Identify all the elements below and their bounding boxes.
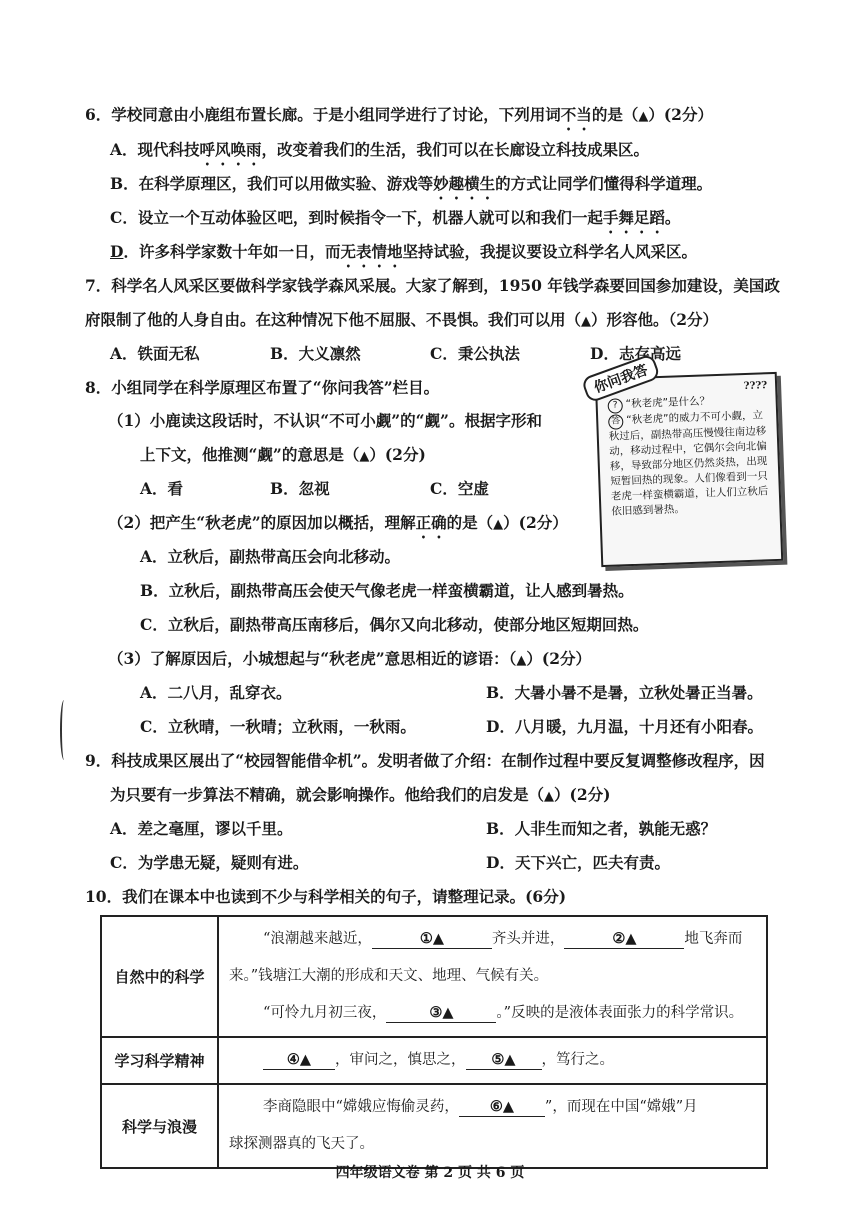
row3-line2: 球探测器真的飞天了。: [229, 1136, 374, 1152]
q8-sub2-emphasis: 正确: [415, 513, 447, 532]
q8-sub1-option-a: A．看: [140, 479, 184, 498]
q6-option-b-emphasis: 妙趣横生: [433, 174, 496, 193]
table-row: [101, 1037, 767, 1084]
q8-sub1-score: ）(2分): [369, 445, 426, 464]
q6-option-a: [110, 139, 649, 169]
answer-triangle-icon: ▲: [516, 653, 527, 668]
q9-line2-text: 为只要有一步算法不精确，就会影响操作。他给我们的启发是（: [110, 785, 545, 804]
row2-label: 学习科学精神: [101, 1037, 218, 1084]
q6-option-b: [110, 173, 712, 203]
q10-stem: 10．我们在课本中也读到不少与科学相关的句子，请整理记录。(6分): [85, 887, 567, 906]
note-corner-mark: ????: [743, 380, 768, 393]
q9-stem-line2: [110, 784, 610, 808]
answer-icon: 答: [608, 414, 624, 430]
q8-sub1-option-c: C．空虚: [430, 479, 489, 498]
q6-option-d: [110, 241, 697, 271]
row1-line1: [229, 921, 756, 958]
q8-sub3-option-a: A．二八月，乱穿衣。: [140, 683, 292, 702]
row2-text-b: ，笃行之。: [541, 1052, 614, 1068]
q8-sub3-option-c: C．立秋晴，一秋晴；立秋雨，一秋雨。: [140, 717, 416, 736]
table-row: [101, 916, 767, 1037]
qa-note-card: [592, 362, 783, 567]
q7-option-d: D．志存高远: [590, 344, 681, 363]
q8-sub1-line2-text: 上下文，他推测“觑”的意思是（: [140, 445, 360, 464]
q6-option-b-rest: 的方式让同学们懂得科学道理。: [495, 174, 713, 193]
q6-option-a-emphasis: 呼风唤雨: [199, 140, 262, 159]
note-handwriting: [607, 392, 771, 520]
q7-line2-score: ）形容他。（2分）: [591, 310, 719, 329]
q8-sub3-text: （3）了解原因后，小城想起与“秋老虎”意思相近的谚语：（: [108, 649, 517, 668]
q8-sub2-option-c: C．立秋后，副热带高压南移后，偶尔又向北移动，使部分地区短期回热。: [140, 615, 649, 634]
answer-triangle-icon: ▲: [493, 517, 504, 532]
q9-stem-line1: 9．科技成果区展出了“校园智能借伞机”。发明者做了介绍：在制作过程中要反复调整修改程序，因: [85, 751, 765, 770]
answer-triangle-icon: ▲: [638, 109, 649, 124]
page-footer: 四年级语文卷 第 2 页 共 6 页: [335, 1165, 525, 1181]
q10-table: [100, 915, 768, 1169]
row2-content: [218, 1037, 767, 1084]
row1-text-c: 地飞奔而: [684, 931, 743, 947]
question-icon: ?: [607, 398, 623, 414]
q6-option-a-text: A．现代科技: [110, 140, 200, 159]
q8-sub1-option-b: B．忽视: [270, 479, 330, 498]
q6-stem-emphasis: 不当: [560, 105, 592, 124]
row1-label: 自然中的科学: [101, 916, 218, 1037]
blank-5[interactable]: ⑤▲: [466, 1051, 542, 1070]
answer-triangle-icon: ▲: [581, 314, 592, 329]
q8-sub3-option-b: B．大暑小暑不是暑，立秋处暑正当暑。: [486, 683, 763, 702]
note-answer-row: [608, 408, 772, 520]
q6-option-c-rest: 。: [664, 208, 681, 227]
row2-line1: [229, 1042, 756, 1079]
row1-content: [218, 916, 767, 1037]
q7-option-c: C．秉公执法: [430, 344, 520, 363]
note-answer-text: “秋老虎”的威力不可小觑，立秋过后，副热带高压慢慢往南边移动，移动过程中，它偶尔会向北偏移，导致部分地区仍然炎热，出现短暂回热的现象。人们像看到一只老虎一样蛮横霸道，让人们立秋后依旧感到暑热。: [608, 409, 769, 518]
q6-option-c-text: C．设立一个互动体验区吧，到时候指令一下，机器人就可以和我们一起: [110, 208, 603, 227]
q6-option-d-letter: D: [110, 242, 124, 261]
q6-stem-score: ）(2分）: [648, 105, 713, 124]
row1-text-d: “可怜九月初三夜，: [263, 1005, 387, 1021]
row1-text-e: 。”反映的是液体表面张力的科学常识。: [496, 1005, 744, 1021]
row3-content: [218, 1084, 767, 1168]
q9-option-c: C．为学患无疑，疑则有进。: [110, 853, 309, 872]
answer-triangle-icon: ▲: [359, 449, 370, 464]
row1-text-a: “浪潮越来越近，: [263, 931, 372, 947]
q8-sub1-line2: [140, 444, 426, 468]
q6-option-a-rest: ，改变着我们的生活，我们可以在长廊设立科技成果区。: [261, 140, 650, 159]
q8-sub2-stem: [108, 512, 568, 542]
row1-line2: 来。”钱塘江大潮的形成和天文、地理、气候有关。: [229, 968, 549, 984]
q6-option-d-rest: 坚持试验，我提议要设立科学名人风采区。: [402, 242, 697, 261]
row2-text-a: ，审问之，慎思之，: [335, 1052, 466, 1068]
q8-stem: 8．小组同学在科学原理区布置了“你问我答”栏目。: [85, 378, 440, 397]
q8-sub3-option-d: D．八月暖，九月温，十月还有小阳春。: [486, 717, 763, 736]
q8-sub2-option-b: B．立秋后，副热带高压会使天气像老虎一样蛮横霸道，让人感到暑热。: [140, 581, 634, 600]
note-title: 你问我答: [581, 353, 661, 403]
blank-4[interactable]: ④▲: [263, 1051, 335, 1070]
blank-3[interactable]: ③▲: [386, 1004, 496, 1023]
row1-text-b: 齐头并进，: [491, 931, 565, 947]
q9-option-b: B．人非生而知之者，孰能无惑？: [486, 819, 717, 838]
note-question-text: “秋老虎”是什么？: [625, 395, 711, 411]
answer-triangle-icon: ▲: [544, 789, 555, 804]
q9-option-a: A．差之毫厘，谬以千里。: [110, 819, 293, 838]
q6-stem-text-a: 6．学校同意由小鹿组布置长廊。于是小组同学进行了讨论，下列用词: [85, 105, 561, 124]
q8-sub2-option-a: A．立秋后，副热带高压会向北移动。: [140, 547, 401, 566]
q6-option-d-text: ．许多科学家数十年如一日，而: [123, 242, 341, 261]
q9-option-d: D．天下兴亡，匹夫有责。: [486, 853, 670, 872]
blank-2[interactable]: ②▲: [564, 930, 684, 949]
q7-option-b: B．大义凛然: [270, 344, 361, 363]
row3-label: 科学与浪漫: [101, 1084, 218, 1168]
q7-stem-line2: [85, 309, 718, 333]
q6-option-d-emphasis: 无表情地: [340, 242, 403, 261]
q8-sub3-stem: [108, 648, 591, 672]
q7-line2-text: 府限制了他的人身自由。在这种情况下他不屈服、不畏惧。我们可以用（: [85, 310, 582, 329]
row3-text-a: 李商隐眼中“嫦娥应悔偷灵药，: [263, 1099, 459, 1115]
q7-option-a: A．铁面无私: [110, 344, 200, 363]
q8-sub1-line1: （1）小鹿读这段话时，不认识“不可小觑”的“觑”。根据字形和: [108, 411, 542, 430]
table-row: [101, 1084, 767, 1168]
q7-stem-line1: 7．科学名人风采区要做科学家钱学森风采展。大家了解到，1950 年钱学森要回国参加建设，美国政: [85, 276, 780, 295]
row3-line1: [229, 1089, 756, 1126]
pen-mark: [60, 700, 68, 760]
q8-sub2-text-b: 的是（: [446, 513, 494, 532]
q8-sub2-text: （2）把产生“秋老虎”的原因加以概括，理解: [108, 513, 416, 532]
q6-stem-text-b: 的是（: [591, 105, 639, 124]
blank-1[interactable]: ①▲: [372, 930, 492, 949]
row1-line3: [229, 995, 756, 1032]
q6-option-c: [110, 207, 680, 237]
blank-6[interactable]: ⑥▲: [459, 1098, 545, 1117]
row3-text-b: ”，而现在中国“嫦娥”月: [544, 1099, 698, 1115]
q6-option-b-text: B．在科学原理区，我们可以用做实验、游戏等: [110, 174, 434, 193]
q8-sub2-score: ）(2分）: [503, 513, 568, 532]
q8-sub3-score: ）(2分）: [526, 649, 591, 668]
q9-line2-score: ）(2分): [554, 785, 611, 804]
q6-stem: [85, 104, 713, 134]
q6-option-c-emphasis: 手舞足蹈: [602, 208, 665, 227]
